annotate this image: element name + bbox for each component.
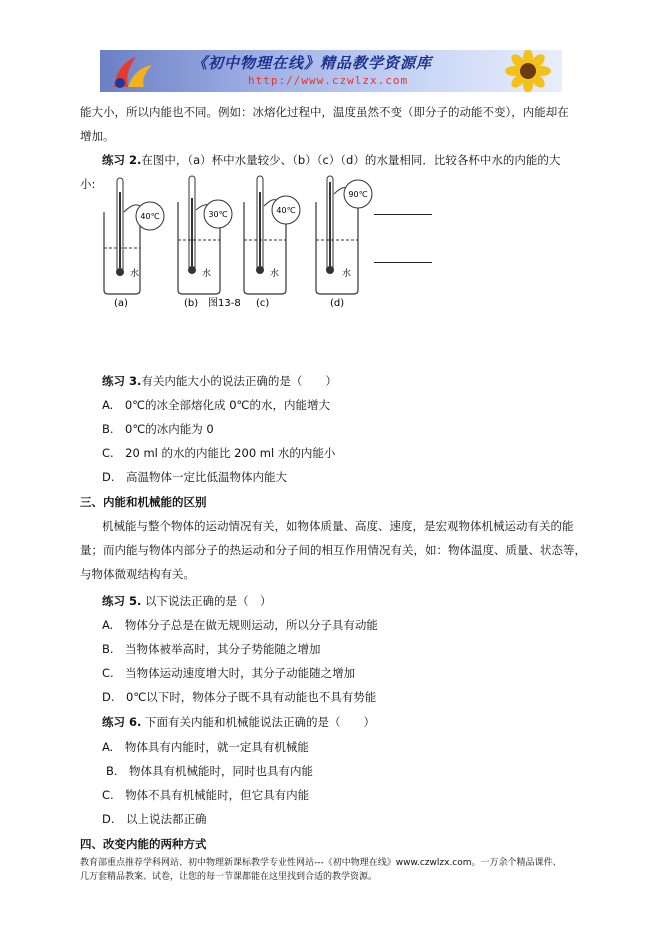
option-c: C. 20 ml 的水的内能比 200 ml 水的内能小	[102, 446, 336, 460]
option-c: C. 当物体运动速度增大时，其分子动能随之增加	[102, 666, 356, 680]
beaker-figure	[100, 172, 440, 314]
beaker-b	[178, 176, 241, 309]
option-b: B. 当物体被举高时，其分子势能随之增加	[102, 642, 321, 656]
section-heading: 四、改变内能的两种方式	[80, 837, 207, 851]
temp-label: 40℃	[140, 212, 160, 221]
beaker-d	[316, 176, 372, 309]
exercise-3-question	[102, 373, 337, 389]
paragraph-line: 增加。	[80, 129, 115, 143]
exercise-label: 练习 3.	[102, 374, 142, 388]
option-b: B. 0℃的冰内能为 0	[102, 422, 214, 436]
exercise-text: 有关内能大小的说法正确的是（ ）	[141, 374, 337, 388]
paragraph-line: 量；而内能与物体内部分子的热运动和分子间的相互作用情况有关，如：物体温度、质量、状态等，	[80, 543, 586, 557]
footer-line: 教育部重点推荐学科网站、初中物理新课标教学专业性网站---《初中物理在线》www.czwlzx.com。一万余个精品课件、	[80, 858, 562, 868]
option-a: A. 物体具有内能时，就一定具有机械能	[102, 740, 309, 754]
temp-label: 30℃	[208, 210, 228, 219]
paragraph-line: 机械能与整个物体的运动情况有关，如物体质量、高度、速度，是宏观物体机械运动有关的能	[102, 519, 574, 533]
header-banner	[100, 50, 562, 92]
site-logo-icon	[106, 53, 158, 91]
exercise-6-question	[102, 714, 375, 730]
beaker-label: (c)	[256, 298, 270, 309]
option-a: A. 0℃的冰全部熔化成 0℃的水，内能增大	[102, 398, 330, 412]
water-label: 水	[270, 269, 280, 279]
banner-url[interactable]: http://www.czwlzx.com	[248, 74, 409, 87]
paragraph-line: 与物体微观结构有关。	[80, 567, 195, 581]
temp-label: 90℃	[348, 190, 368, 199]
temp-label: 40℃	[276, 206, 296, 215]
page-footer	[80, 856, 600, 884]
exercise-text: 在图中，（a）杯中水量较少、（b）（c）（d）的水量相同．比较各杯中水的内能的大	[141, 153, 561, 167]
answer-blank[interactable]	[374, 213, 432, 215]
beaker-c	[244, 176, 300, 309]
figure-caption: 图13-8	[208, 298, 241, 309]
option-d: D. 以上说法都正确	[102, 812, 207, 826]
answer-blank[interactable]	[374, 261, 432, 263]
option-c: C. 物体不具有机械能时，但它具有内能	[102, 788, 310, 802]
paragraph-line: 能大小，所以内能也不同。例如：冰熔化过程中，温度虽然不变（即分子的动能不变），内能却在	[80, 105, 569, 119]
section-heading: 三、内能和机械能的区别	[80, 495, 207, 509]
exercise-label: 练习 6.	[102, 715, 142, 729]
beaker-a	[104, 178, 164, 309]
exercise-label: 练习 5.	[102, 594, 142, 608]
exercise-text: 以下说法正确的是（ ）	[145, 594, 272, 608]
exercise-5-question	[102, 593, 272, 609]
exercise-label: 练习 2.	[102, 153, 142, 167]
beaker-label: (a)	[114, 298, 128, 309]
exercise-text: 下面有关内能和机械能说法正确的是（ ）	[145, 715, 376, 729]
paragraph-line: 小:	[80, 177, 96, 191]
beaker-label: (d)	[330, 298, 345, 309]
exercise-2-question	[102, 152, 560, 168]
option-d: D. 0℃以下时，物体分子既不具有动能也不具有势能	[102, 690, 377, 704]
option-b: B. 物体具有机械能时，同时也具有内能	[106, 764, 314, 778]
option-d: D. 高温物体一定比低温物体内能大	[102, 470, 288, 484]
banner-title: 《初中物理在线》精品教学资源库	[192, 54, 433, 72]
beaker-label: (b)	[184, 298, 199, 309]
sunflower-icon	[496, 50, 558, 92]
option-a: A. 物体分子总是在做无规则运动，所以分子具有动能	[102, 618, 378, 632]
water-label: 水	[202, 269, 212, 279]
water-label: 水	[342, 269, 352, 279]
footer-line: 几万套精品教案、试卷，让您的每一节课都能在这里找到合适的教学资源。	[80, 872, 378, 882]
water-label: 水	[130, 269, 140, 279]
